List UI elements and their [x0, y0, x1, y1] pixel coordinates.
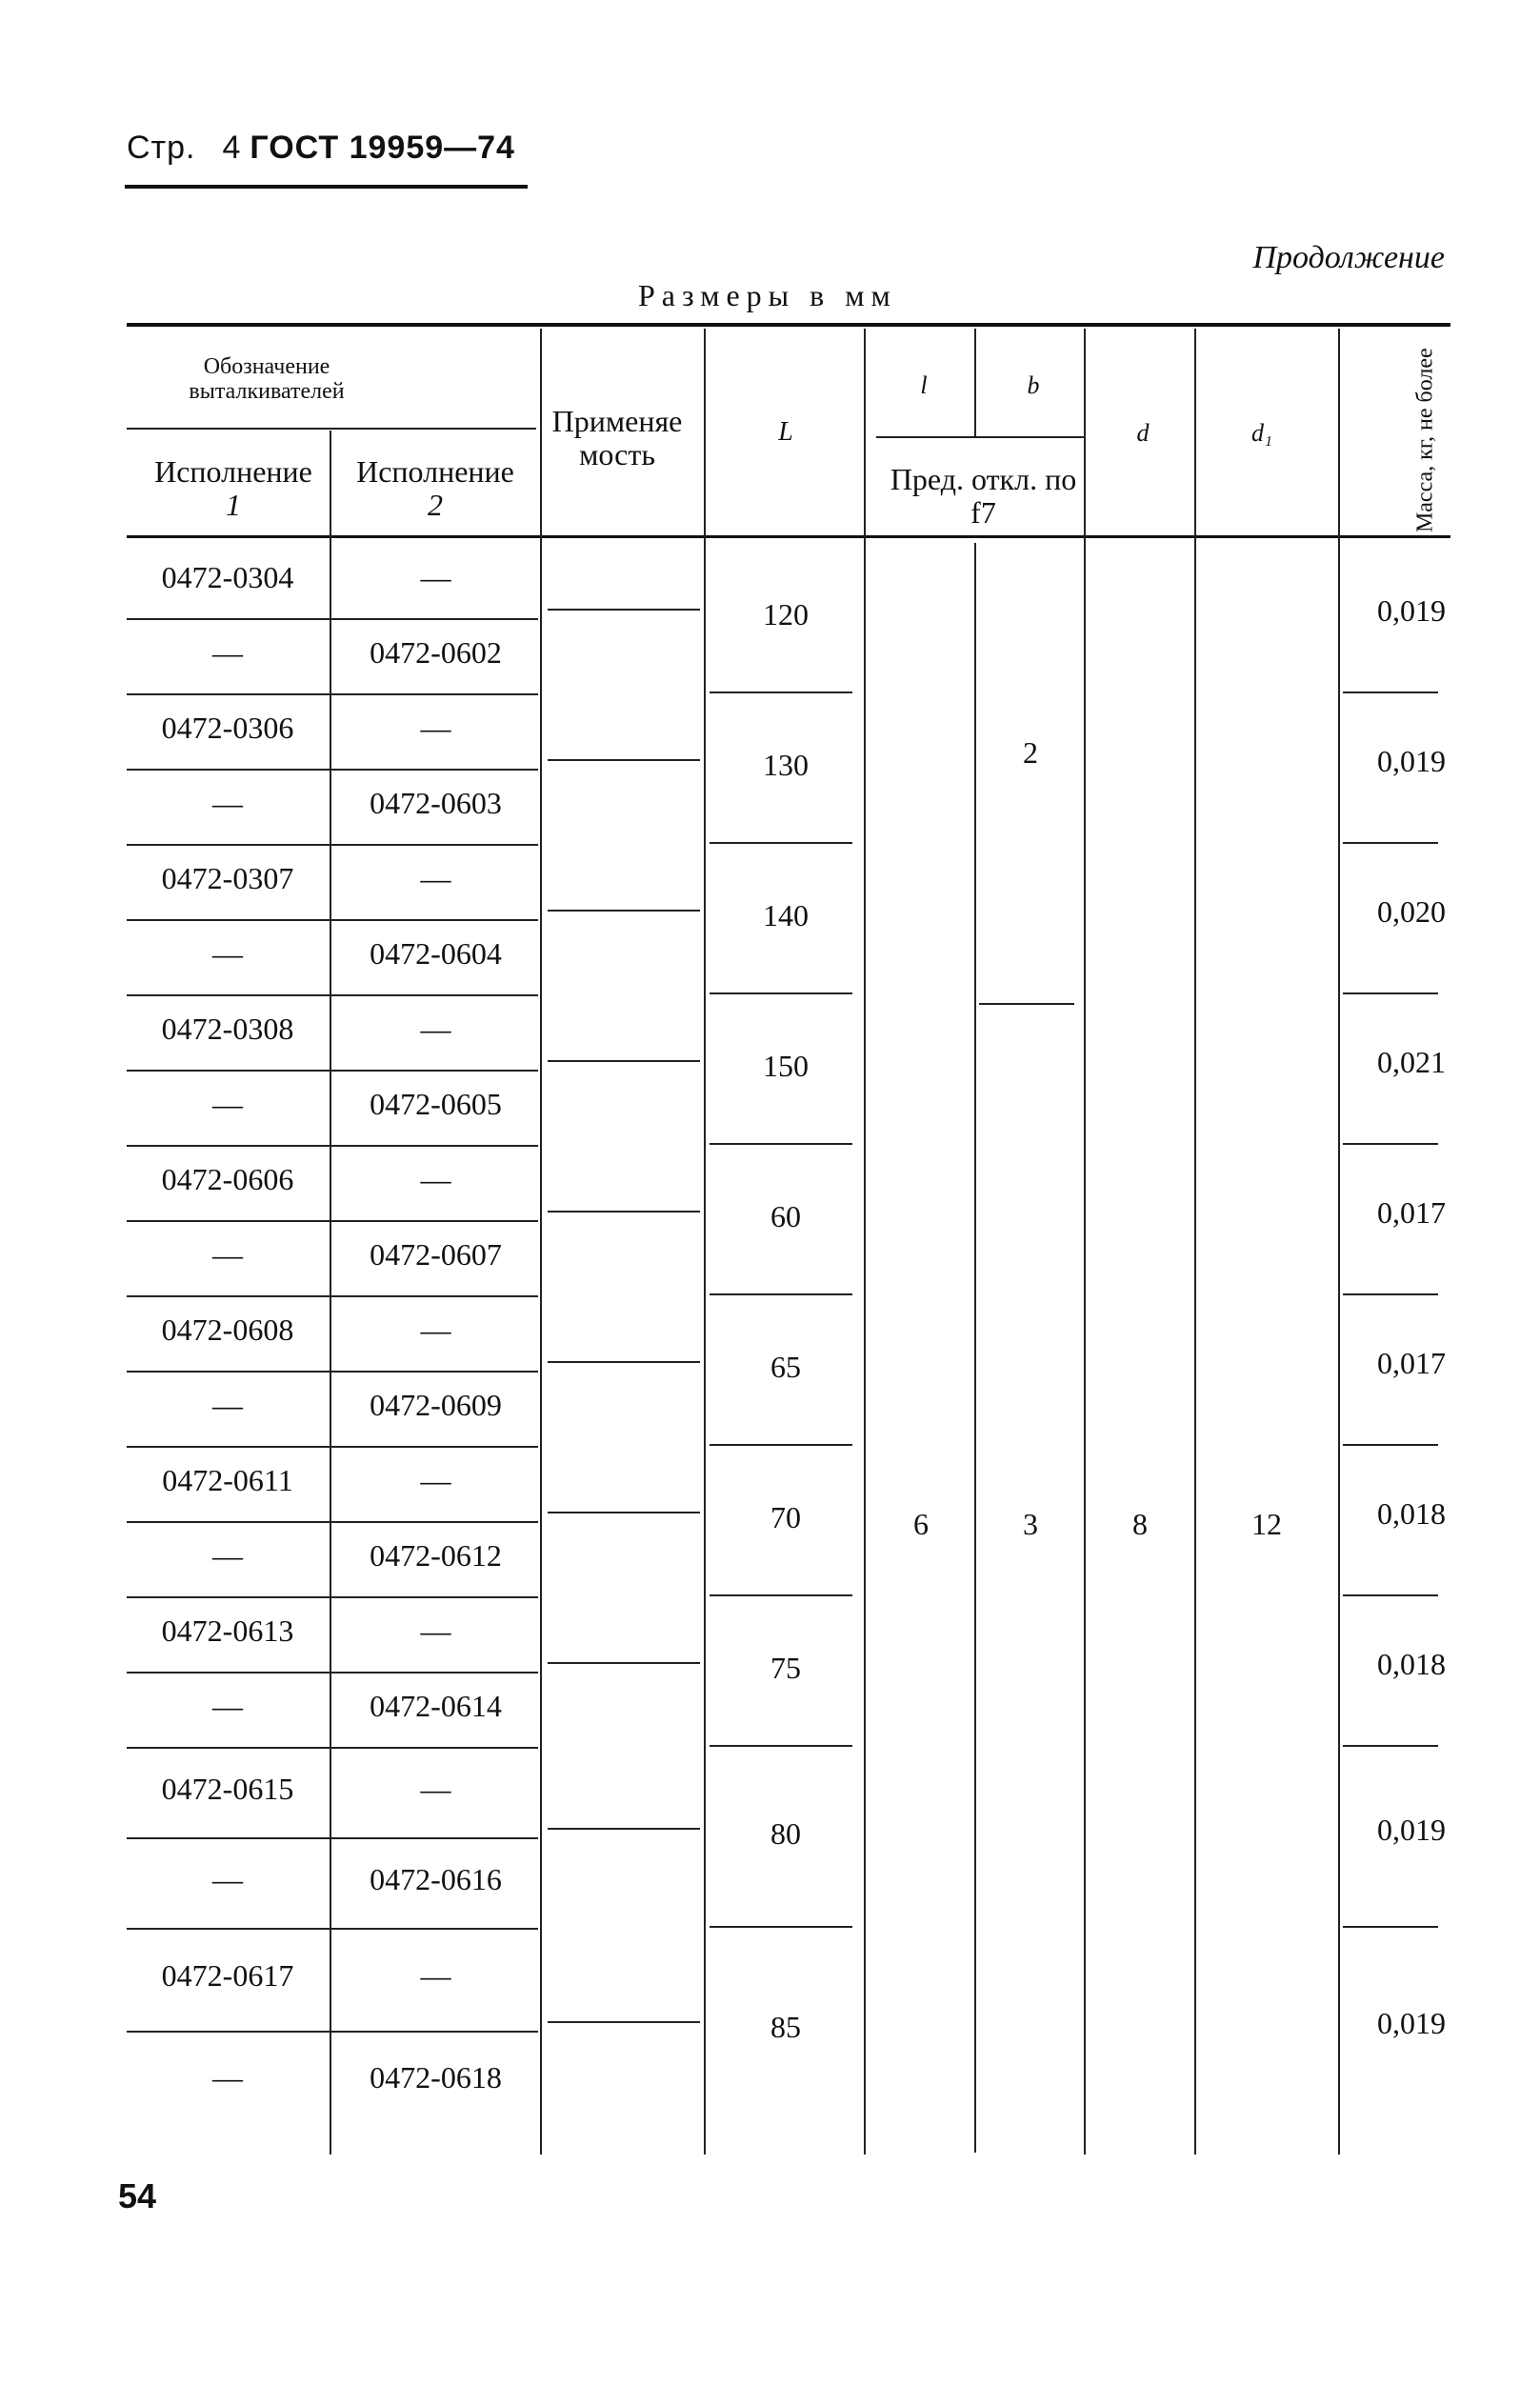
exec1-cell: —	[212, 2060, 243, 2095]
L-rule	[710, 691, 852, 693]
col-divider	[540, 329, 542, 2155]
exec1-cell: —	[212, 1236, 243, 1272]
mass-value: 0,018	[1377, 1496, 1446, 1531]
applicability-rule	[548, 910, 700, 912]
mass-value: 0,020	[1377, 894, 1446, 929]
exec1-cell: 0472-0304	[161, 559, 294, 594]
col-exec1-header	[133, 455, 333, 522]
mass-rule	[1343, 1745, 1438, 1747]
exec1-cell: —	[212, 1387, 243, 1422]
L-rule	[710, 1745, 852, 1747]
mass-rule	[1343, 691, 1438, 693]
d1-value: 12	[1251, 1507, 1282, 1541]
b-value: 2	[1023, 735, 1038, 770]
col-tolerance: Пред. откл. по f7	[890, 462, 1077, 531]
exec1-cell: —	[212, 1861, 243, 1896]
exec2-cell: 0472-0605	[370, 1086, 502, 1121]
row-rule	[127, 1521, 538, 1523]
row-rule	[127, 1446, 538, 1448]
d-value: 8	[1132, 1507, 1148, 1541]
L-value: 75	[770, 1651, 801, 1685]
exec2-cell: —	[420, 559, 451, 594]
exec2-cell: —	[420, 1771, 451, 1806]
col-L: L	[778, 417, 793, 447]
row-rule	[127, 2031, 538, 2033]
L-rule	[710, 1444, 852, 1446]
col-divider	[974, 329, 976, 438]
col-exec2-num: 2	[428, 488, 443, 523]
exec1-cell: 0472-0608	[161, 1312, 294, 1347]
mass-rule	[1343, 842, 1438, 844]
mass-rule	[1343, 1143, 1438, 1145]
mass-rule	[1343, 992, 1438, 994]
row-rule	[127, 693, 538, 695]
mass-value: 0,017	[1377, 1195, 1446, 1230]
row-rule	[127, 1145, 538, 1147]
mass-rule	[1343, 1444, 1438, 1446]
row-rule	[127, 1596, 538, 1598]
L-value: 80	[770, 1816, 801, 1851]
applicability-rule	[548, 609, 700, 611]
applicability-rule	[548, 1828, 700, 1830]
applicability-rule	[548, 2021, 700, 2023]
col-divider	[330, 431, 331, 2155]
exec2-cell: —	[420, 1957, 451, 1993]
applicability-rule	[548, 1361, 700, 1363]
exec1-cell: 0472-0613	[161, 1613, 294, 1648]
exec2-cell: 0472-0602	[370, 634, 502, 670]
L-value: 130	[763, 748, 809, 782]
L-value: 60	[770, 1199, 801, 1233]
row-rule	[127, 1928, 538, 1930]
lb-sub-rule	[876, 436, 1086, 438]
standard-title: ГОСТ 19959—74	[250, 130, 515, 166]
L-rule	[710, 1594, 852, 1596]
page-header	[127, 130, 515, 167]
b-rule	[979, 1003, 1074, 1005]
table-top-rule	[127, 323, 1450, 327]
mass-value: 0,019	[1377, 2005, 1446, 2040]
mass-value: 0,019	[1377, 1813, 1446, 1847]
exec1-cell: —	[212, 634, 243, 670]
exec2-cell: 0472-0616	[370, 1861, 502, 1896]
col-divider	[1194, 329, 1196, 2155]
exec1-cell: —	[212, 1086, 243, 1121]
applicability-rule	[548, 759, 700, 761]
mass-rule	[1343, 1926, 1438, 1928]
exec1-cell: 0472-0306	[161, 710, 294, 745]
col-exec2-header	[335, 455, 535, 522]
mass-value: 0,019	[1377, 593, 1446, 628]
applicability-rule	[548, 1662, 700, 1664]
col-exec1-label: Исполнение	[154, 454, 312, 489]
row-rule	[127, 1837, 538, 1839]
L-rule	[710, 1926, 852, 1928]
col-divider	[1084, 329, 1086, 2155]
L-value: 140	[763, 898, 809, 932]
exec2-cell: —	[420, 860, 451, 895]
exec2-cell: 0472-0614	[370, 1688, 502, 1723]
exec2-cell: —	[420, 710, 451, 745]
col-d1: d₁	[1250, 419, 1273, 447]
continuation-label: Продолжение	[1252, 240, 1445, 275]
L-value: 150	[763, 1049, 809, 1083]
exec1-cell: 0472-0617	[161, 1957, 294, 1993]
applicability-rule	[548, 1060, 700, 1062]
row-rule	[127, 618, 538, 620]
L-rule	[710, 992, 852, 994]
row-rule	[127, 1371, 538, 1373]
row-rule	[127, 769, 538, 771]
l-value: 6	[913, 1507, 929, 1541]
exec1-cell: 0472-0611	[162, 1462, 293, 1497]
mass-value: 0,018	[1377, 1647, 1446, 1681]
applicability-rule	[548, 1211, 700, 1213]
exec1-cell: 0472-0307	[161, 860, 294, 895]
exec1-cell: —	[212, 785, 243, 820]
header-sub-rule	[127, 428, 536, 430]
exec2-cell: —	[420, 1462, 451, 1497]
row-rule	[127, 844, 538, 846]
col-applicability: Применяемость	[551, 404, 683, 472]
exec1-cell: —	[212, 1688, 243, 1723]
exec2-cell: —	[420, 1011, 451, 1046]
col-d: d	[1136, 419, 1150, 447]
L-value: 85	[770, 2009, 801, 2044]
exec2-cell: 0472-0604	[370, 935, 502, 971]
b-value: 3	[1023, 1507, 1038, 1541]
exec1-cell: 0472-0606	[161, 1161, 294, 1196]
mass-value: 0,021	[1377, 1045, 1446, 1079]
exec2-cell: 0472-0612	[370, 1537, 502, 1573]
row-rule	[127, 919, 538, 921]
L-value: 120	[763, 597, 809, 631]
page-number: 4	[222, 130, 241, 166]
col-divider	[974, 543, 976, 2153]
applicability-rule	[548, 1512, 700, 1513]
exec1-cell: —	[212, 935, 243, 971]
units-caption: Размеры в мм	[638, 278, 897, 312]
col-divider	[704, 329, 706, 2155]
exec2-cell: 0472-0603	[370, 785, 502, 820]
col-mass-wrap	[1333, 348, 1448, 533]
row-rule	[127, 1220, 538, 1222]
row-rule	[127, 1672, 538, 1674]
row-rule	[127, 994, 538, 996]
mass-rule	[1343, 1293, 1438, 1295]
exec1-cell: —	[212, 1537, 243, 1573]
row-rule	[127, 1295, 538, 1297]
exec2-cell: 0472-0609	[370, 1387, 502, 1422]
exec2-cell: 0472-0607	[370, 1236, 502, 1272]
row-rule	[127, 1070, 538, 1072]
exec2-cell: —	[420, 1613, 451, 1648]
exec1-cell: 0472-0308	[161, 1011, 294, 1046]
header-rule	[125, 185, 528, 189]
exec1-cell: 0472-0615	[161, 1771, 294, 1806]
col-divider	[1338, 329, 1340, 2155]
col-l: l	[920, 371, 928, 399]
page-footer-number: 54	[118, 2176, 157, 2215]
col-designation-group: Обозначение выталкивателей	[189, 354, 345, 405]
L-rule	[710, 842, 852, 844]
page-prefix: Стр.	[127, 130, 196, 166]
exec2-cell: —	[420, 1161, 451, 1196]
exec2-cell: —	[420, 1312, 451, 1347]
table-head-rule	[127, 535, 1450, 538]
L-value: 70	[770, 1500, 801, 1534]
mass-value: 0,017	[1377, 1346, 1446, 1380]
row-rule	[127, 1747, 538, 1749]
L-rule	[710, 1143, 852, 1145]
col-exec1-num: 1	[226, 488, 241, 523]
col-exec2-label: Исполнение	[356, 454, 514, 489]
exec2-cell: 0472-0618	[370, 2060, 502, 2095]
mass-rule	[1343, 1594, 1438, 1596]
L-value: 65	[770, 1350, 801, 1384]
col-mass: Масса, кг, не более	[1412, 348, 1438, 533]
col-b: b	[1027, 371, 1040, 399]
mass-value: 0,019	[1377, 744, 1446, 778]
L-rule	[710, 1293, 852, 1295]
col-divider	[864, 329, 866, 2155]
